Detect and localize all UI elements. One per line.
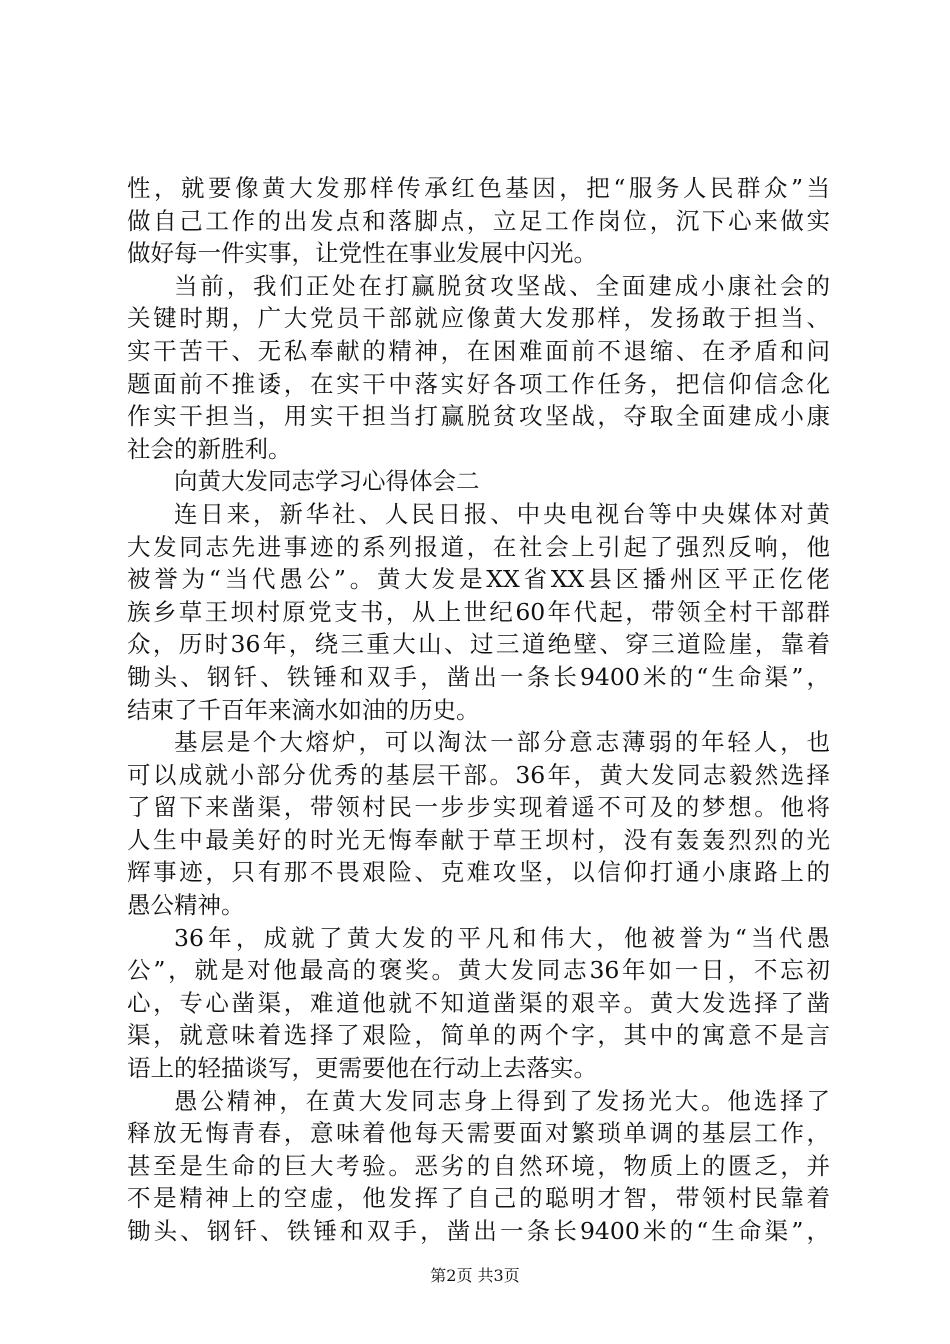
text-line: 被誉为“当代愚公”。黄大发是XX省XX县区播州区平正仡佬 xyxy=(127,565,830,594)
text-line: 人生中最美好的时光无悔奉献于草王坝村，没有轰轰烈烈的光 xyxy=(127,825,830,854)
text-line: 结束了千百年来滴水如油的历史。 xyxy=(127,695,480,724)
text-line: 题面前不推诿，在实干中落实好各项工作任务，把信仰信念化 xyxy=(127,369,830,398)
text-line: 作实干担当，用实干担当打赢脱贫攻坚战，夺取全面建成小康 xyxy=(127,402,830,431)
text-line: 性，就要像黄大发那样传承红色基因，把“服务人民群众”当 xyxy=(127,174,830,202)
text-line: 锄头、钢钎、铁锤和双手，凿出一条长9400米的“生命渠”， xyxy=(127,662,830,691)
text-line: 锄头、钢钎、铁锤和双手，凿出一条长9400米的“生命渠”， xyxy=(127,1217,830,1245)
text-line: 不是精神上的空虚，他发挥了自己的聪明才智，带领村民靠着 xyxy=(127,1184,830,1213)
text-line: 甚至是生命的巨大考验。恶劣的自然环境，物质上的匮乏，并 xyxy=(127,1151,830,1180)
text-line: 连日来，新华社、人民日报、中央电视台等中央媒体对黄 xyxy=(174,499,830,528)
text-line: 愚公精神。 xyxy=(127,891,245,920)
text-line: 大发同志先进事迹的系列报道，在社会上引起了强烈反响，他 xyxy=(127,532,830,561)
text-line: 了留下来凿渠，带领村民一步步实现着遥不可及的梦想。他将 xyxy=(127,793,830,822)
text-line: 做好每一件实事，让党性在事业发展中闪光。 xyxy=(127,239,597,268)
text-line: 愚公精神，在黄大发同志身上得到了发扬光大。他选择了 xyxy=(174,1086,830,1115)
text-line: 实干苦干、无私奉献的精神，在困难面前不退缩、在矛盾和问 xyxy=(127,336,830,365)
text-line: 36年，成就了黄大发的平凡和伟大，他被誉为“当代愚 xyxy=(174,923,830,952)
text-line: 基层是个大熔炉，可以淘汰一部分意志薄弱的年轻人，也 xyxy=(174,728,830,757)
text-line: 向黄大发同志学习心得体会二 xyxy=(174,467,480,496)
text-line: 可以成就小部分优秀的基层干部。36年，黄大发同志毅然选择 xyxy=(127,760,830,789)
text-line: 公”，就是对他最高的褒奖。黄大发同志36年如一日，不忘初 xyxy=(127,956,830,985)
document-body xyxy=(127,172,830,1248)
text-line: 心，专心凿渠，难道他就不知道凿渠的艰辛。黄大发选择了凿 xyxy=(127,988,830,1017)
text-line: 渠，就意味着选择了艰险，简单的两个字，其中的寓意不是言 xyxy=(127,1021,830,1050)
text-line: 社会的新胜利。 xyxy=(127,434,292,463)
text-line: 辉事迹，只有那不畏艰险、克难攻坚，以信仰打通小康路上的 xyxy=(127,858,830,887)
text-line: 关键时期，广大党员干部就应像黄大发那样，发扬敢于担当、 xyxy=(127,304,830,333)
text-line: 释放无悔青春，意味着他每天需要面对繁琐单调的基层工作， xyxy=(127,1119,830,1148)
text-line: 做自己工作的出发点和落脚点，立足工作岗位，沉下心来做实 xyxy=(127,206,830,235)
text-line: 当前，我们正处在打赢脱贫攻坚战、全面建成小康社会的 xyxy=(174,271,830,300)
page-footer: 第2页 共3页 xyxy=(430,1266,520,1285)
text-line: 族乡草王坝村原党支书，从上世纪60年代起，带领全村干部群 xyxy=(127,597,830,626)
text-line: 语上的轻描谈写，更需要他在行动上去落实。 xyxy=(127,1054,597,1083)
text-line: 众，历时36年，绕三重大山、过三道绝壁、穿三道险崖，靠着 xyxy=(127,630,830,659)
